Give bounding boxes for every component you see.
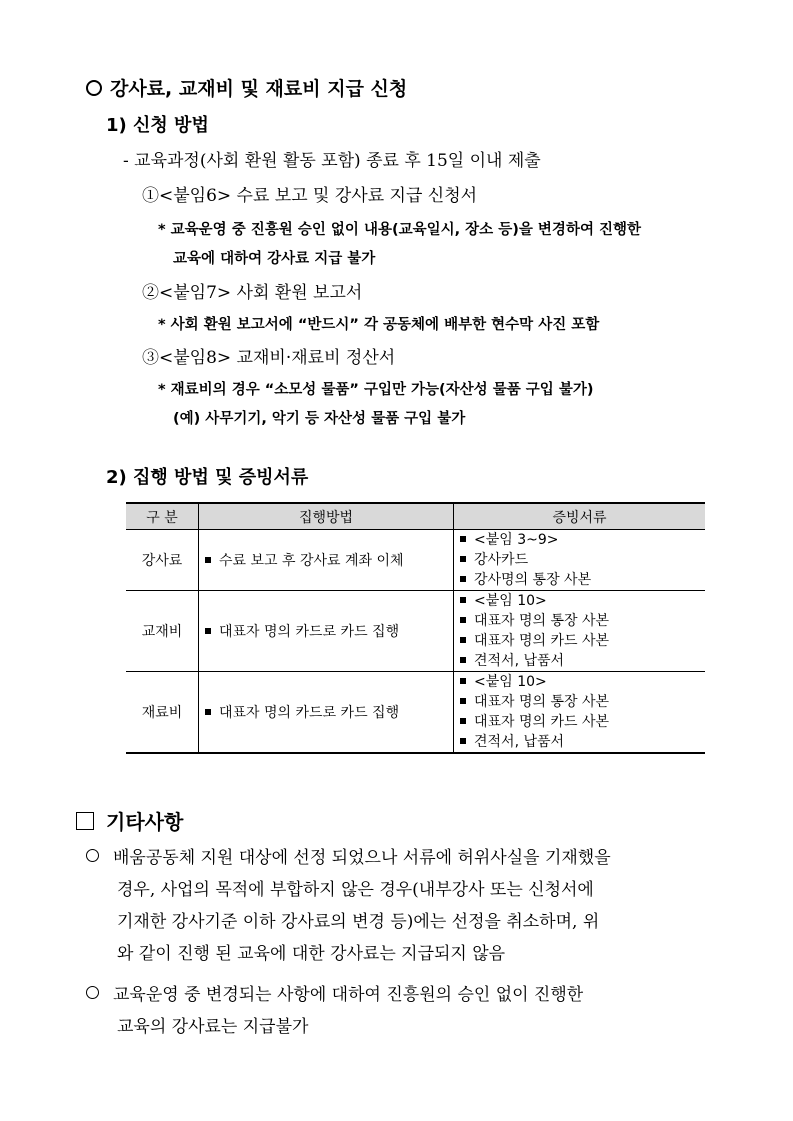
note-3-line-1: * 재료비의 경우 “소모성 물품” 구입만 가능(자산성 물품 구입 불가) <box>158 382 594 398</box>
section-2-title-text: 기타사항 <box>106 810 184 834</box>
doc-text: 견적서, 납품서 <box>474 653 565 669</box>
doc-text: 대표자 명의 카드 사본 <box>474 633 610 649</box>
row-method <box>199 591 454 672</box>
note-1-line-2: 교육에 대하여 강사료 지급 불가 <box>173 251 376 267</box>
square-bullet-icon <box>460 617 466 623</box>
table-row <box>126 591 705 672</box>
attachment-item-2: ②<붙임7> 사회 환원 보고서 <box>142 283 363 303</box>
list-item <box>460 570 705 590</box>
list-item <box>460 550 705 570</box>
note-1-line-1: * 교육운영 중 진흥원 승인 없이 내용(교육일시, 장소 등)을 변경하여 진행한 <box>158 222 642 238</box>
square-bullet-icon <box>460 678 466 684</box>
square-bullet-icon <box>205 557 211 563</box>
line-text: 교육운영 중 변경되는 사항에 대하여 진흥원의 승인 없이 진행한 <box>113 985 584 1005</box>
row-method-text: 대표자 명의 카드로 카드 집행 <box>219 624 400 640</box>
doc-text: 대표자 명의 통장 사본 <box>474 694 610 710</box>
doc-text: 강사카드 <box>474 552 529 568</box>
square-bullet-icon <box>460 556 466 562</box>
paragraph-line: 와 같이 진행 된 교육에 대한 강사료는 지급되지 않음 <box>117 944 506 964</box>
doc-text: 대표자 명의 통장 사본 <box>474 613 610 629</box>
row-method-text: 대표자 명의 카드로 카드 집행 <box>219 705 400 721</box>
row-docs <box>454 591 706 672</box>
table-row <box>126 530 705 591</box>
row-method-text: 수료 보고 후 강사료 계좌 이체 <box>219 553 404 569</box>
square-bullet-icon <box>460 637 466 643</box>
row-method <box>199 672 454 754</box>
doc-text: <붙임 3~9> <box>474 532 559 548</box>
line-text: 배움공동체 지원 대상에 선정 되었으나 서류에 허위사실을 기재했을 <box>113 848 611 868</box>
attachment-item-3: ③<붙임8> 교재비·재료비 정산서 <box>142 348 396 368</box>
row-category: 교재비 <box>126 591 199 672</box>
circle-bullet-icon <box>86 986 99 999</box>
square-bullet-icon <box>460 738 466 744</box>
list-item <box>460 732 705 752</box>
attachment-item-1: ①<붙임6> 수료 보고 및 강사료 지급 신청서 <box>142 186 478 206</box>
circle-bullet-icon <box>86 80 102 96</box>
table-header-row <box>126 503 705 530</box>
section-2-title <box>76 806 183 835</box>
square-bullet-icon <box>205 709 211 715</box>
paragraph-line: 기재한 강사기준 이하 강사료의 변경 등)에는 선정을 취소하며, 위 <box>117 912 600 932</box>
circle-bullet-icon <box>86 849 99 862</box>
subsection-title-2: 2) 집행 방법 및 증빙서류 <box>106 467 309 488</box>
doc-text: <붙임 10> <box>474 674 547 690</box>
list-item <box>460 672 705 692</box>
row-method <box>199 530 454 591</box>
doc-text: 견적서, 납품서 <box>474 734 565 750</box>
checkbox-square-icon <box>76 812 94 830</box>
square-bullet-icon <box>460 698 466 704</box>
row-category: 강사료 <box>126 530 199 591</box>
execution-table <box>126 502 705 754</box>
section-title <box>86 74 407 101</box>
list-item <box>460 692 705 712</box>
header-docs: 증빙서류 <box>454 503 706 530</box>
row-category: 재료비 <box>126 672 199 754</box>
paragraph-line <box>86 842 746 874</box>
header-category: 구 분 <box>126 503 199 530</box>
square-bullet-icon <box>460 536 466 542</box>
square-bullet-icon <box>205 628 211 634</box>
list-item <box>460 611 705 631</box>
doc-text: <붙임 10> <box>474 593 547 609</box>
square-bullet-icon <box>460 657 466 663</box>
list-item <box>460 530 705 550</box>
section-title-text: 강사료, 교재비 및 재료비 지급 신청 <box>110 78 408 100</box>
list-item <box>460 651 705 671</box>
list-item <box>460 591 705 611</box>
doc-text: 대표자 명의 카드 사본 <box>474 714 610 730</box>
note-2: * 사회 환원 보고서에 “반드시” 각 공동체에 배부한 현수막 사진 포함 <box>158 317 600 333</box>
list-item <box>460 631 705 651</box>
paragraph-line: 교육의 강사료는 지급불가 <box>117 1017 309 1037</box>
paragraph-2 <box>86 979 746 1043</box>
row-docs <box>454 530 706 591</box>
deadline-text: - 교육과정(사회 환원 활동 포함) 종료 후 15일 이내 제출 <box>123 151 541 171</box>
square-bullet-icon <box>460 718 466 724</box>
paragraph-line: 경우, 사업의 목적에 부합하지 않은 경우(내부강사 또는 신청서에 <box>117 880 594 900</box>
subsection-title-1: 1) 신청 방법 <box>106 115 209 136</box>
row-docs <box>454 672 706 754</box>
doc-text: 강사명의 통장 사본 <box>474 572 592 588</box>
paragraph-1 <box>86 842 746 970</box>
square-bullet-icon <box>460 576 466 582</box>
header-method: 집행방법 <box>199 503 454 530</box>
note-3-line-2: (예) 사무기기, 악기 등 자산성 물품 구입 불가 <box>173 411 466 427</box>
paragraph-line <box>86 979 746 1011</box>
square-bullet-icon <box>460 597 466 603</box>
table-row <box>126 672 705 754</box>
list-item <box>460 712 705 732</box>
